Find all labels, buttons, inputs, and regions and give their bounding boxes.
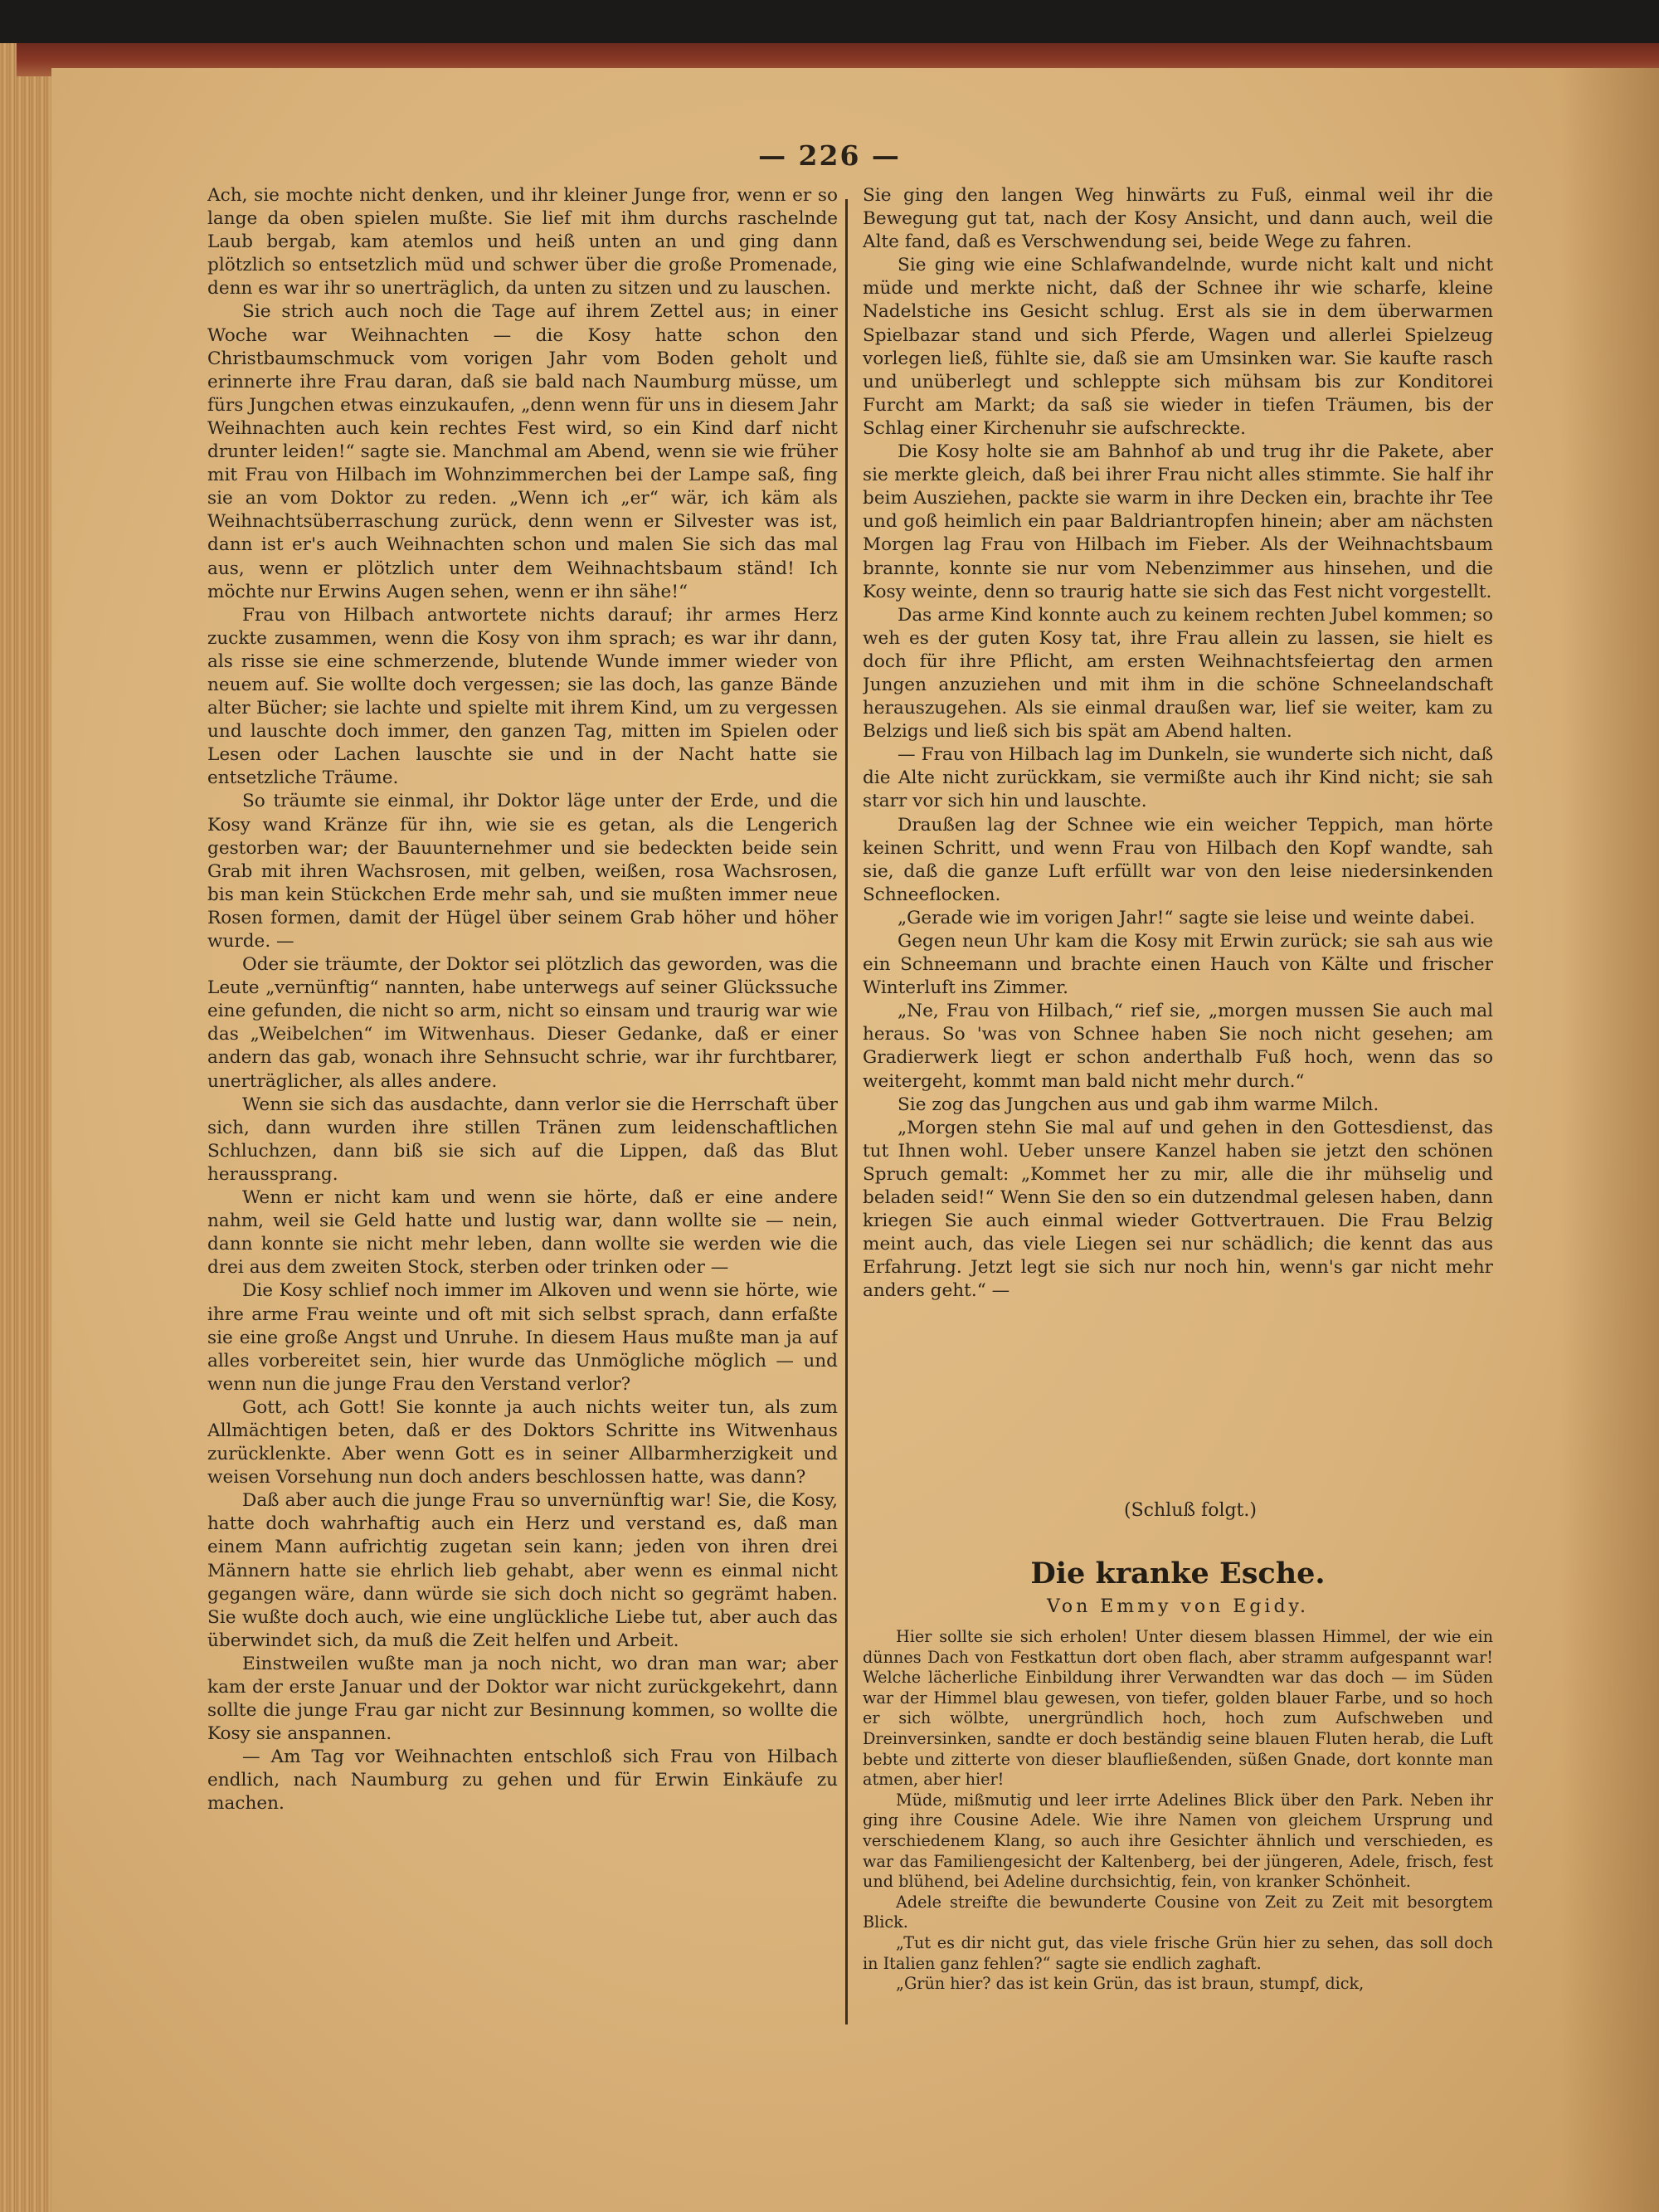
paragraph: Frau von Hilbach antwortete nichts darauf; ihr armes Herz zuckte zusammen, wenn die Kosy von ihm sprach; es war ihr dann, als risse sie eine schmerzende, blutende Wunde immer wieder von neuem auf. Sie wollte doch vergessen; sie las doch, las ganze Bände alter Bücher; sie lachte und spielte mit ihrem Kind, um zu vergessen und lauschte doch immer, den ganzen Tag, mitten im Spielen oder Lesen oder Lachen lauschte sie und in der Nacht hatte sie entsetzliche Träume. [207, 604, 838, 789]
paragraph: Gott, ach Gott! Sie konnte ja auch nichts weiter tun, als zum Allmächtigen beten, daß er des Doktors Schritte ins Witwenhaus zurücklenkte. Aber wenn Gott es in seiner Allbarmherzigkeit und weisen Vorsehung nun doch anders beschlossen hatte, was dann? [207, 1396, 838, 1488]
paragraph: Sie strich auch noch die Tage auf ihrem Zettel aus; in einer Woche war Weihnachten — die Kosy hatte schon den Christbaumschmuck vom vorigen Jahr vom Boden geholt und erinnerte ihre Frau daran, daß sie bald nach Naumburg müsse, um fürs Jungchen etwas einzukaufen, „denn wenn für uns in diesem Jahr Weihnachten auch kein rechtes Fest wird, so ein Kind darf nicht drunter leiden!“ sagte sie. Manchmal am Abend, wenn sie wie früher mit Frau von Hilbach im Wohnzimmerchen bei der Lampe saß, fing sie an vom Doktor zu reden. „Wenn ich „er“ wär, ich käm als Weihnachtsüberraschung zurück, denn wenn er Silvester was ist, dann ist er's auch Weihnachten schon und malen Sie sich das mal aus, wenn er plötzlich unter dem Weihnachtsbaum ständ! Ich möchte nur Erwins Augen sehen, wenn er ihn sähe!“ [207, 301, 838, 602]
story-body [863, 1627, 1493, 2059]
right-column [863, 184, 1493, 1595]
paragraph: Sie zog das Jungchen aus und gab ihm warme Milch. [898, 1094, 1379, 1115]
paragraph: Adele streifte die bewunderte Cousine von Zeit zu Zeit mit besorgtem Blick. [863, 1892, 1493, 1932]
paragraph: Daß aber auch die junge Frau so unvernünftig war! Sie, die Kosy, hatte doch wahrhaftig auch ein Herz und verstand es, daß man einem Mann aufrichtig zugetan sein kann; jeden von ihren drei Männern hatte sie ehrlich lieb gehabt, aber wenn es einmal nicht gegangen wäre, dann würde sie sich doch nicht so gegrämt haben. Sie wußte doch auch, wie eine unglückliche Liebe tut, aber auch das überwindet sich, da muß die Zeit helfen und Arbeit. [207, 1490, 838, 1651]
paragraph: „Tut es dir nicht gut, das viele frische Grün hier zu sehen, das soll doch in Italien ganz fehlen?“ sagte sie endlich zaghaft. [863, 1932, 1493, 1973]
paragraph: „Ne, Frau von Hilbach,“ rief sie, „morgen mussen Sie auch mal heraus. So 'was von Schnee haben Sie noch nicht gesehen; am Gradierwerk liegt er schon anderthalb Fuß hoch, wenn das so weitergeht, kommt man bald nicht mehr durch.“ [863, 1001, 1493, 1092]
paragraph: Das arme Kind konnte auch zu keinem rechten Jubel kommen; so weh es der guten Kosy tat, ihre Frau allein zu lassen, sie hielt es doch für ihre Pflicht, am ersten Weihnachtsfeiertag den armen Jungen anzuziehen und mit ihm in die schöne Schneelandschaft herauszugehen. Als sie einmal draußen war, lief sie weiter, kam zu Belzigs und ließ sich bis spät am Abend halten. [863, 604, 1493, 743]
paragraph: Draußen lag der Schnee wie ein weicher Teppich, man hörte keinen Schritt, und wenn Frau von Hilbach den Kopf wandte, sah sie, daß die ganze Luft erfüllt war von den leise niedersinkenden Schneeflocken. [863, 814, 1493, 905]
column-divider [845, 199, 848, 2024]
paragraph: — Frau von Hilbach lag im Dunkeln, sie wunderte sich nicht, daß die Alte nicht zurückkam, sie vermißte auch ihr Kind nicht; sie sah starr vor sich hin und lauschte. [863, 744, 1493, 812]
paragraph: „Morgen stehn Sie mal auf und gehen in den Gottesdienst, das tut Ihnen wohl. Ueber unsere Kanzel haben sie jetzt den schönen Spruch gemalt: „Kommet her zu mir, alle die ihr mühselig und beladen seid!“ Wenn Sie den so ein dutzendmal gelesen haben, dann kriegen Sie auch einmal wieder Gottvertrauen. Die Frau Belzig meint auch, das viele Liegen sei nur schädlich; die kennt das aus Erfahrung. Jetzt legt sie sich nur noch hin, wenn's gar nicht mehr anders geht.“ — [863, 1117, 1493, 1302]
page-number: — 226 — [758, 139, 901, 172]
paragraph: Die Kosy holte sie am Bahnhof ab und trug ihr die Pakete, aber sie merkte gleich, daß bei ihrer Frau nicht alles stimmte. Sie half ihr beim Ausziehen, packte sie warm in ihre Decken ein, brachte ihr Tee und goß heimlich ein paar Baldriantropfen hinein; aber am nächsten Morgen lag Frau von Hilbach im Fieber. Als der Weihnachtsbaum brannte, konnte sie nur vom Nebenzimmer aus hinsehen, und die Kosy weinte, denn so traurig hatte sie sich das Fest nicht vorgestellt. [863, 441, 1493, 602]
page-gutter-shadow [1559, 68, 1659, 2212]
paragraph: Oder sie träumte, der Doktor sei plötzlich das geworden, was die Leute „vernünftig“ nannten, habe unterwegs auf seiner Glückssuche eine gefunden, die nicht so arm, nicht so einsam und traurig war wie das „Weibelchen“ im Witwenhaus. Dieser Gedanke, daß er einer andern das gab, wonach ihre Sehnsucht schrie, war ihr furchtbarer, unerträglicher, als alles andere. [207, 954, 838, 1092]
paragraph: Einstweilen wußte man ja noch nicht, wo dran man war; aber kam der erste Januar und der Doktor war nicht zurückgekehrt, dann sollte die junge Frau gar nicht zur Besinnung kommen, so wollte die Kosy sie anspannen. [207, 1653, 838, 1745]
paragraph: Die Kosy schlief noch immer im Alkoven und wenn sie hörte, wie ihre arme Frau weinte und oft mit sich selbst sprach, dann erfaßte sie eine große Angst und Unruhe. In diesem Haus mußte man ja auf alles vorbereitet sein, hier wurde das Unmögliche möglich — und wenn nun die junge Frau den Verstand verlor? [207, 1280, 838, 1395]
paragraph: Sie ging den langen Weg hinwärts zu Fuß, einmal weil ihr die Bewegung gut tat, nach der Kosy Ansicht, und dann auch, weil die Alte fand, daß es Verschwendung sei, beide Wege zu fahren. [863, 185, 1493, 253]
paragraph: So träumte sie einmal, ihr Doktor läge unter der Erde, und die Kosy wand Kränze für ihn, wie sie es getan, als die Lengerich gestorben war; der Bauunternehmer und sie bedeckten beide sein Grab mit ihren Wachsrosen, mit gelben, weißen, rosa Wachsrosen, bis man kein Stückchen Erde mehr sah, und sie mußten immer neue Rosen formen, damit der Hügel über seinem Grab höher und höher wurde. — [207, 791, 838, 952]
left-column [207, 184, 838, 2043]
paragraph: — Am Tag vor Weihnachten entschloß sich Frau von Hilbach endlich, nach Naumburg zu gehen und für Erwin Einkäufe zu machen. [207, 1747, 838, 1815]
paragraph: Gegen neun Uhr kam die Kosy mit Erwin zurück; sie sah aus wie ein Schneemann und brachte einen Hauch von Kälte und frischer Winterluft ins Zimmer. [863, 931, 1493, 999]
paragraph: Sie ging wie eine Schlafwandelnde, wurde nicht kalt und nicht müde und merkte nicht, daß der Schnee ihr wie scharfe, kleine Nadelstiche ins Gesicht schlug. Erst als sie in dem überwarmen Spielbazar stand und sich Pferde, Wagen und allerlei Spielzeug vorlegen ließ, fühlte sie, daß sie am Umsinken war. Sie kaufte rasch und unüberlegt und schleppte sich mühsam bis zur Konditorei Furcht am Markt; da saß sie wieder in tiefen Träumen, bis der Schlag einer Kirchenuhr sie aufschreckte. [863, 255, 1493, 439]
story-byline: Von Emmy von Egidy. [1046, 1596, 1310, 1617]
story-title: Die kranke Esche. [1030, 1557, 1326, 1591]
paragraph: Wenn sie sich das ausdachte, dann verlor sie die Herrschaft über sich, dann wurden ihre stillen Tränen zum leidenschaftlichen Schluchzen, dann biß sie sich auf die Lippen, daß das Blut heraussprang. [207, 1094, 838, 1185]
paragraph: „Grün hier? das ist kein Grün, das ist braun, stumpf, dick, [896, 1974, 1365, 1994]
paragraph: Müde, mißmutig und leer irrte Adelines Blick über den Park. Neben ihr ging ihre Cousine Adele. Wie ihre Namen von gleichem Ursprung und verschiedenem Klang, so auch ihre Gesichter ähnlich und verschieden, es war das Familiengesicht der Kaltenberg, bei der jüngeren, Adele, frisch, fest und blühend, bei Adeline durchsichtig, fein, von kranker Schönheit. [863, 1790, 1493, 1892]
paragraph: Ach, sie mochte nicht denken, und ihr kleiner Junge fror, wenn er so lange da oben spielen mußte. Sie lief mit ihm durchs raschelnde Laub bergab, kam atemlos und heiß unten an und ging dann plötzlich so entsetzlich müd und schwer über die große Promenade, denn es war ihr so unerträglich, da unten zu sitzen und zu lauschen. [207, 185, 838, 300]
paragraph: Wenn er nicht kam und wenn sie hörte, daß er eine andere nahm, weil sie Geld hatte und lustig war, dann wollte sie — nein, dann konnte sie nicht mehr leben, dann wollte sie werden wie die drei aus dem zweiten Stock, sterben oder trinken oder — [207, 1187, 838, 1279]
to-be-continued-note: (Schluß folgt.) [1124, 1500, 1257, 1521]
paragraph: „Gerade wie im vorigen Jahr!“ sagte sie leise und weinte dabei. [898, 907, 1476, 928]
paragraph: Hier sollte sie sich erholen! Unter diesem blassen Himmel, der wie ein dünnes Dach von Festkattun dort oben flach, aber stramm aufgespannt war! Welche lächerliche Einbildung ihrer Verwandten war das doch — im Süden war der Himmel blau gewesen, von tiefer, golden blauer Farbe, und so hoch er sich wölbte, unergründlich hoch, hoch zum Aufschweben und Dreinversinken, sandte er doch beständig seine blauen Fluten herab, die Luft bebte und zitterte von dieser blaufließenden, süßen Gnade, dort konnte man atmen, aber hier! [863, 1627, 1493, 1790]
